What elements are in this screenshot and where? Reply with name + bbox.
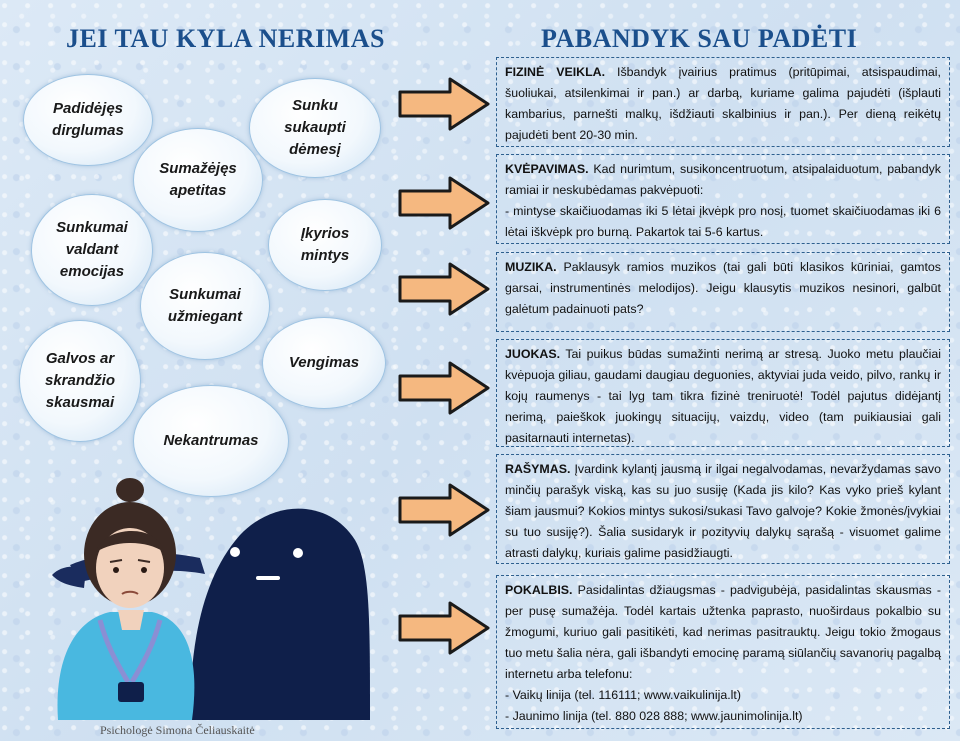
helpline-children: - Vaikų linija (tel. 116111; www.vaikulinija.lt)	[505, 688, 741, 702]
tip-title: KVĖPAVIMAS.	[505, 162, 589, 176]
symptom-bubble-sleep: Sunkumai užmiegant	[140, 252, 270, 360]
symptom-bubble-impatience: Nekantrumas	[133, 385, 289, 497]
anxiety-illustration	[40, 470, 370, 720]
creature-eye-left	[230, 547, 240, 557]
tip-box-writing	[496, 454, 950, 564]
helpline-youth: - Jaunimo linija (tel. 880 028 888; www.jaunimolinija.lt)	[505, 709, 803, 723]
shadow-creature	[190, 509, 370, 720]
arrow-right-icon	[396, 76, 492, 132]
arrow-right-icon	[396, 360, 492, 416]
left-heading: JEI TAU KYLA NERIMAS	[66, 24, 385, 53]
lanyard-badge	[118, 682, 144, 702]
symptom-bubble-avoidance: Vengimas	[262, 317, 386, 409]
tip-text: - mintyse skaičiuodamas iki 5 lėtai įkvėpk pro nosį, tuomet skaičiuodamas iki 6 lėtai iškvėpk pro burną. Pakartok tai 5-6 kartus.	[505, 204, 941, 239]
tip-text: Išbandyk įvairius pratimus (pritūpimai, atsispaudimai, šuoliukai, atsilenkimai ir pan.) ar darbą, kuriame galima pajudėti (išplauti kambarius, parnešti malkų, išdžiauti skalbinius ir pan.). Per dieną reikėtų pajudėti bent 20-30 min.	[505, 65, 941, 142]
tip-box-music	[496, 252, 950, 332]
right-heading: PABANDYK SAU PADĖTI	[541, 24, 858, 53]
symptom-bubble-concentration: Sunku sukaupti dėmesį	[249, 78, 381, 178]
tip-text: Pasidalintas džiaugsmas - padvigubėja, pasidalintas skausmas - per pusę sumažėja. Todėl kartais užtenka paprasto, nuoširdaus pokalbio su žmogumi, kuriuo gali pasitikėti, kad nerimas pasitrauktų. Jeigu tokio žmogaus tuo metu šalia nėra, gali išbandyti emocinę paramą siūlančių savanorių pagalbą internetu arba telefonu:	[505, 583, 941, 681]
arrow-right-icon	[396, 175, 492, 231]
tip-box-conversation	[496, 575, 950, 729]
creature-mouth	[256, 576, 280, 580]
symptom-bubble-emotions: Sunkumai valdant emocijas	[31, 194, 153, 306]
tip-text: Paklausyk ramios muzikos (tai gali būti klasikos kūriniai, gamtos garsai, instrumentinės melodijos). Jeigu klausytis muzikos nesinori, galbūt galėtum padainuoti pats?	[505, 260, 941, 316]
arrow-right-icon	[396, 600, 492, 656]
tip-title: JUOKAS.	[505, 347, 561, 361]
tip-text: Tai puikus būdas sumažinti nerimą ar stresą. Juoko metu plaučiai kvėpuoja giliau, gaudami daugiau deguonies, aktyviai juda veido, pilvo, rankų ir kojų raumenys - tai lyg tam tikra fizinė treniruotė! Todėl pajutus didėjantį nerimą, paieškok juokingų situacijų, vaizdų, video (tam puikiausiai gali pasitarnauti internetas).	[505, 347, 942, 445]
symptom-bubble-intrusive-thoughts: Įkyrios mintys	[268, 199, 382, 291]
symptom-bubble-pain: Galvos ar skrandžio skausmai	[19, 320, 141, 442]
tip-text: Įvardink kylantį jausmą ir ilgai negalvodamas, nevaržydamas savo minčių parašyk viską, kas su juo susiję (Kada jis kilo? Kas vyko prieš kylant šiam jausmui? Kokios mintys sukosi/sukasi Tavo galvoje? Kokie žmonės/įvykiai su tuo susiję?). Šalia susidaryk ir pozityvių dalykų sąrašą - visuomet galime atrasti dalykų, kuriais galime pasidžiaugti.	[505, 462, 941, 560]
symptom-bubble-irritability: Padidėjęs dirglumas	[23, 74, 153, 166]
tip-text: Kad nurimtum, susikoncentruotum, atsipalaiduotum, pabandyk ramiai ir neskubėdamas pakvėpuoti:	[505, 162, 941, 197]
tip-box-laughter	[496, 339, 950, 447]
tip-title: MUZIKA.	[505, 260, 557, 274]
symptom-bubble-appetite: Sumažėjęs apetitas	[133, 128, 263, 232]
tip-title: FIZINĖ VEIKLA.	[505, 65, 606, 79]
tip-title: POKALBIS.	[505, 583, 573, 597]
tip-title: RAŠYMAS.	[505, 462, 571, 476]
creature-eye-right	[293, 548, 303, 558]
tip-box-physical-activity	[496, 57, 950, 147]
tip-box-breathing	[496, 154, 950, 244]
arrow-right-icon	[396, 261, 492, 317]
arrow-right-icon	[396, 482, 492, 538]
author-credit: Psichologė Simona Čeliauskaitė	[100, 723, 255, 737]
